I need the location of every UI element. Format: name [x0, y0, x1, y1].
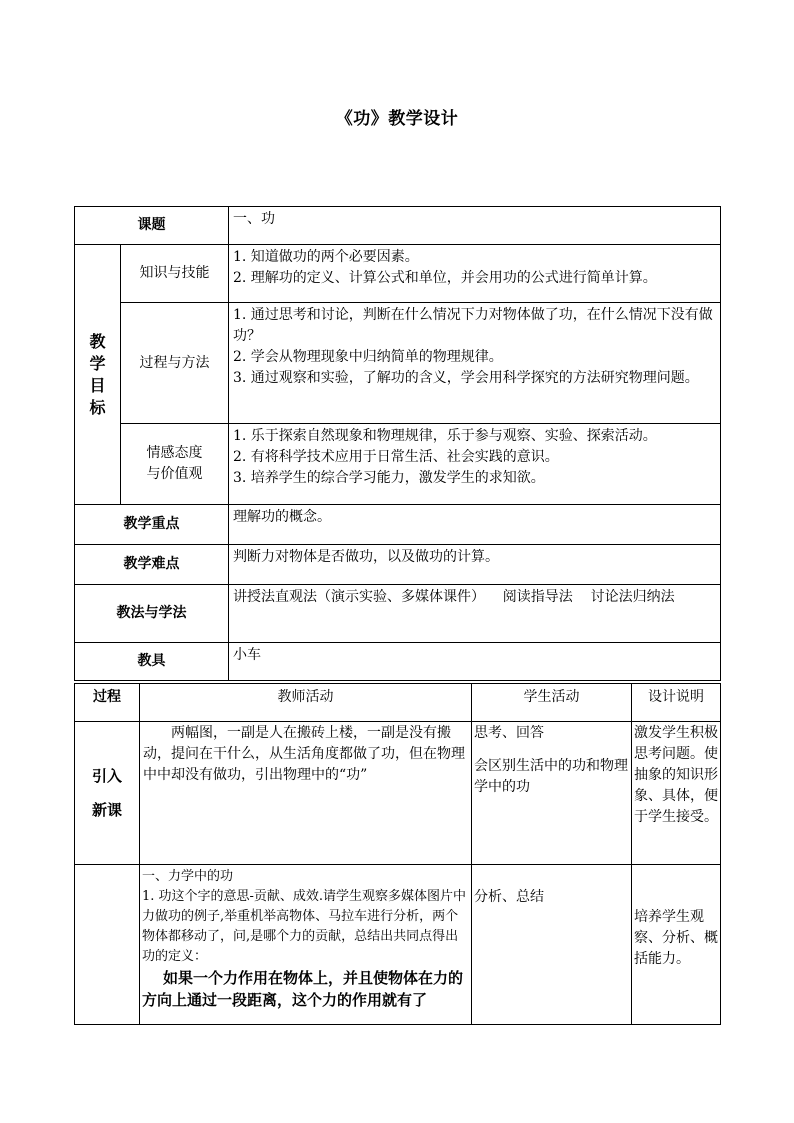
emotion-item: 2. 有将科学技术应用于日常生活、社会实践的意识。: [233, 449, 559, 465]
process-item: 3. 通过观察和实验，了解功的含义，学会用科学探究的方法研究物理问题。: [233, 370, 699, 386]
knowledge-item: 2. 理解功的定义、计算公式和单位，并会用功的公式进行简单计算。: [233, 270, 657, 286]
mechanics-heading: 一、力学中的功: [142, 869, 234, 884]
key-label: 教学重点: [75, 505, 229, 545]
mechanics-text: 1. 功这个字的意思-贡献、成效.请学生观察多媒体图片中力做功的例子,举重机举高物体、马拉车进行分析，两个物体都移动了，问,是哪个力的贡献，总结出共同点得出功的定义：: [142, 889, 467, 964]
topic-label: 课题: [75, 207, 229, 245]
process-item: 1. 通过思考和讨论，判断在什么情况下力对物体做了功，在什么情况下没有做功？: [233, 307, 713, 344]
emotion-items: [229, 424, 721, 505]
tools-value: 小车: [229, 643, 721, 681]
difficulty-label: 教学难点: [75, 545, 229, 585]
header-student: 学生活动: [472, 684, 632, 722]
process-items: [229, 303, 721, 424]
process-item: 2. 学会从物理现象中归纳简单的物理规律。: [233, 349, 503, 365]
mechanics-teacher: [140, 865, 472, 1025]
process-label: 过程与方法: [121, 303, 229, 424]
stage-intro: 引入 新课: [75, 722, 140, 865]
process-table: [74, 683, 721, 1025]
intro-student: 思考、回答 会区别生活中的功和物理学中的功: [472, 722, 632, 865]
topic-value: 一、功: [229, 207, 721, 245]
knowledge-label: 知识与技能: [121, 245, 229, 303]
goals-label: 教 学 目 标: [75, 245, 121, 505]
key-value: 理解功的概念。: [229, 505, 721, 545]
difficulty-value: 判断力对物体是否做功，以及做功的计算。: [229, 545, 721, 585]
intro-teacher: 两幅图，一副是人在搬砖上楼，一副是没有搬动，提问在干什么，从生活角度都做了功，但在物理中中却没有做功，引出物理中的“功”: [140, 722, 472, 865]
mechanics-student: 分析、总结: [472, 865, 632, 1025]
emotion-item: 1. 乐于探索自然现象和物理规律，乐于参与观察、实验、探索活动。: [233, 428, 657, 444]
header-stage: 过程: [75, 684, 140, 722]
mechanics-design: 培养学生观察、分析、概括能力。: [632, 865, 721, 1025]
work-definition: 如果一个力作用在物体上，并且使物体在力的方向上通过一段距离，这个力的作用就有了: [142, 969, 464, 1009]
emotion-item: 3. 培养学生的综合学习能力，激发学生的求知欲。: [233, 470, 545, 486]
info-table: [74, 206, 721, 681]
intro-design: 激发学生积极思考问题。使抽象的知识形象、具体，便于学生接受。: [632, 722, 721, 865]
header-teacher: 教师活动: [140, 684, 472, 722]
method-value: 讲授法直观法（演示实验、多媒体课件） 阅读指导法 讨论法归纳法: [229, 585, 721, 643]
method-label: 教法与学法: [75, 585, 229, 643]
emotion-label: 情感态度 与价值观: [121, 424, 229, 505]
tools-label: 教具: [75, 643, 229, 681]
knowledge-item: 1. 知道做功的两个必要因素。: [233, 249, 419, 265]
knowledge-items: [229, 245, 721, 303]
header-design: 设计说明: [632, 684, 721, 722]
stage-mechanics: [75, 865, 140, 1025]
page-title: 《功》教学设计: [335, 109, 459, 129]
